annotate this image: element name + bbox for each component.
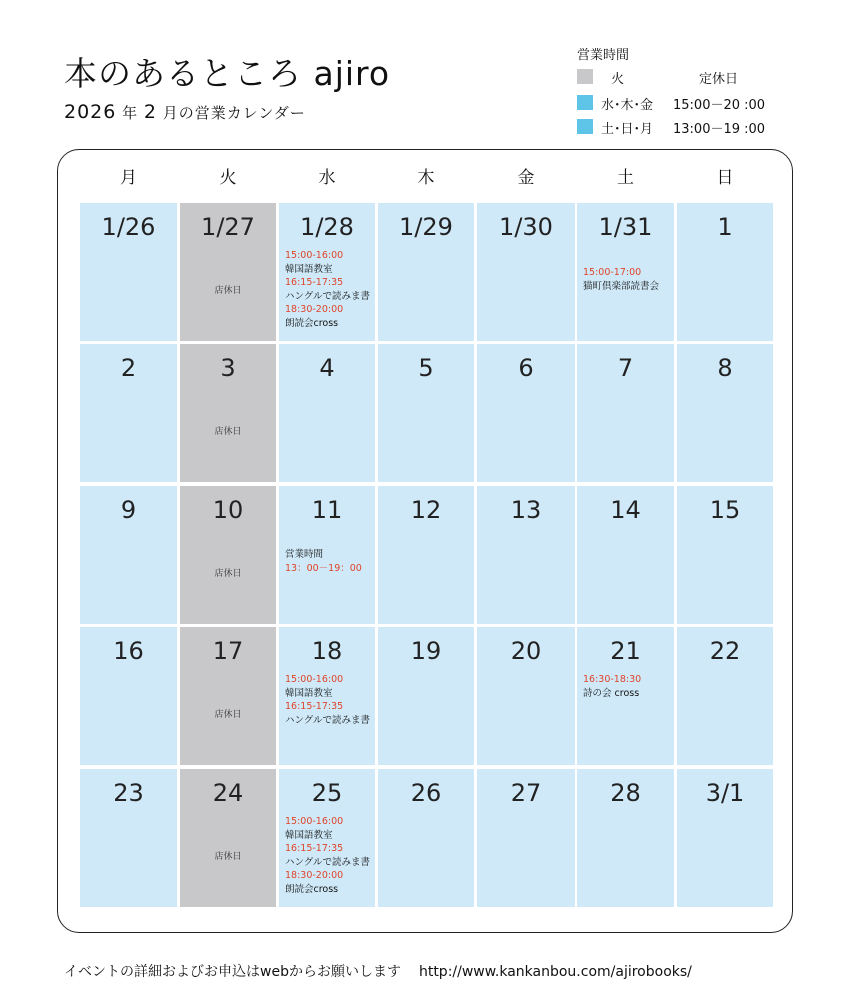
- calendar-day: [378, 344, 474, 482]
- day-number: 20: [510, 637, 542, 665]
- calendar-day: [577, 769, 674, 907]
- calendar-day: [677, 486, 773, 624]
- day-number: 1/30: [499, 213, 553, 241]
- event-time: 15:00-16:00: [285, 674, 344, 685]
- event-time: 16:30-18:30: [583, 674, 642, 685]
- legend-row-weekend: [577, 118, 797, 136]
- year-suffix: 年: [116, 104, 144, 122]
- calendar-day: [279, 486, 375, 624]
- calendar-day: [477, 769, 575, 907]
- calendar-day: [577, 344, 674, 482]
- event-list: [285, 673, 373, 727]
- calendar-day: [378, 769, 474, 907]
- event-list: [583, 673, 672, 700]
- day-number: 18: [311, 637, 343, 665]
- legend-days: 水･木･金: [601, 98, 654, 113]
- calendar-day: [677, 344, 773, 482]
- calendar-day: [180, 627, 276, 765]
- calendar-day: [80, 344, 177, 482]
- calendar-day: [677, 769, 773, 907]
- calendar-day: [180, 769, 276, 907]
- calendar-day: [477, 344, 575, 482]
- calendar-day: [378, 203, 474, 341]
- weekday-label: 日: [716, 168, 734, 188]
- legend-row-weekday: [577, 94, 797, 112]
- legend-swatch-closed: [577, 69, 593, 84]
- footer: [64, 961, 692, 981]
- page-title: 本のあるところ ajiro: [64, 54, 391, 93]
- calendar-day: [477, 627, 575, 765]
- calendar-day: [477, 486, 575, 624]
- closed-note: 店休日: [214, 710, 242, 720]
- calendar-day: [279, 203, 375, 341]
- day-number: 5: [418, 354, 434, 382]
- weekday-label: 火: [219, 168, 237, 188]
- day-number: 27: [510, 779, 542, 807]
- day-number: 1: [717, 213, 733, 241]
- day-number: 3/1: [705, 779, 745, 807]
- calendar-day: [80, 203, 177, 341]
- calendar-day: [577, 203, 674, 341]
- day-number: 9: [120, 496, 137, 524]
- calendar-day: [279, 344, 375, 482]
- calendar-day: [577, 627, 674, 765]
- day-number: 21: [610, 637, 641, 665]
- event-name: 韓国語教室: [285, 687, 333, 699]
- calendar-day: [80, 627, 177, 765]
- event-name: 猫町倶楽部読書会: [583, 280, 660, 292]
- calendar-day: [577, 486, 674, 624]
- calendar-day: [80, 486, 177, 624]
- day-number: 3: [220, 354, 236, 382]
- day-number: 17: [212, 637, 244, 665]
- day-number: 1/28: [300, 213, 354, 241]
- legend-row-closed: [577, 68, 797, 86]
- legend-days: 火: [611, 72, 625, 87]
- calendar-day: [279, 627, 375, 765]
- day-number: 1/27: [201, 213, 255, 241]
- event-name: ハングルで読みま書: [285, 856, 371, 868]
- weekday-label: 土: [617, 168, 634, 188]
- year: 2026: [64, 101, 117, 123]
- legend-days: 土･日･月: [601, 122, 654, 137]
- weekday-label: 月: [120, 168, 137, 188]
- legend-swatch-weekend: [577, 119, 593, 134]
- day-number: 14: [610, 496, 641, 524]
- legend-time: 定休日: [699, 72, 739, 87]
- day-number: 16: [113, 637, 144, 665]
- event-time: 18:30-20:00: [285, 870, 344, 882]
- day-number: 12: [410, 496, 442, 524]
- event-time: 16:15-17:35: [285, 701, 344, 713]
- legend-swatch-weekday: [577, 95, 593, 110]
- day-number: 13: [510, 496, 542, 524]
- calendar-day: [378, 627, 474, 765]
- day-number: 28: [610, 779, 641, 807]
- event-time: 18:30-20:00: [285, 304, 344, 316]
- calendar-day: [180, 486, 276, 624]
- closed-note: 店休日: [214, 569, 242, 579]
- event-list: [285, 815, 373, 897]
- day-number: 25: [311, 779, 343, 807]
- day-number: 26: [410, 779, 442, 807]
- closed-note: 店休日: [214, 427, 242, 437]
- event-list: [583, 266, 672, 293]
- closed-note: 店休日: [214, 852, 242, 862]
- day-number: 4: [319, 354, 335, 382]
- calendar-day: [279, 769, 375, 907]
- event-name: ハングルで読みま書: [285, 290, 371, 302]
- month: 2: [143, 101, 157, 123]
- day-number: 22: [709, 637, 741, 665]
- event-list: [285, 548, 373, 575]
- calendar-subtitle: [64, 101, 306, 123]
- day-number: 19: [410, 637, 442, 665]
- event-name: ハングルで読みま書: [285, 714, 371, 726]
- footer-url[interactable]: http://www.kankanbou.com/ajirobooks/: [418, 964, 692, 980]
- legend-time: 13:00－19 :00: [673, 122, 766, 137]
- closed-note: 店休日: [214, 286, 242, 296]
- day-number: 24: [212, 779, 244, 807]
- event-time: 15:00-16:00: [285, 816, 344, 827]
- day-number: 10: [212, 496, 244, 524]
- event-time: 15:00-16:00: [285, 250, 344, 261]
- legend-time: 15:00－20 :00: [673, 98, 766, 113]
- calendar-day: [180, 203, 276, 341]
- event-list: [285, 249, 373, 331]
- day-number: 2: [120, 354, 137, 382]
- event-time: 16:15-17:35: [285, 277, 344, 289]
- weekday-label: 金: [517, 168, 535, 188]
- weekday-label: 水: [318, 168, 336, 188]
- event-name: 詩の会 cross: [583, 687, 640, 699]
- day-number: 6: [518, 354, 534, 382]
- day-number: 23: [113, 779, 144, 807]
- event-time: 13：00－19：00: [285, 562, 362, 574]
- calendar-day: [180, 344, 276, 482]
- calendar-day: [677, 627, 773, 765]
- day-number: 7: [617, 354, 634, 382]
- day-number: 11: [311, 496, 343, 524]
- day-number: 1/31: [598, 213, 653, 241]
- calendar-day: [477, 203, 575, 341]
- event-name: 朗読会cross: [285, 883, 339, 895]
- footer-text: イベントの詳細およびお申込はwebからお願いします: [64, 964, 401, 980]
- event-name: 営業時間: [285, 549, 324, 560]
- calendar-day: [677, 203, 773, 341]
- weekday-label: 木: [417, 168, 435, 188]
- day-number: 1/29: [399, 213, 453, 241]
- calendar-day: [80, 769, 177, 907]
- event-time: 15:00-17:00: [583, 267, 642, 278]
- legend-heading: 営業時間: [577, 48, 630, 63]
- event-name: 朗読会cross: [285, 317, 339, 329]
- event-time: 16:15-17:35: [285, 843, 344, 855]
- month-suffix: 月の営業カレンダー: [157, 104, 306, 122]
- day-number: 15: [709, 496, 741, 524]
- calendar-day: [378, 486, 474, 624]
- day-number: 8: [717, 354, 733, 382]
- day-number: 1/26: [101, 213, 156, 241]
- event-name: 韓国語教室: [285, 263, 333, 275]
- event-name: 韓国語教室: [285, 829, 333, 841]
